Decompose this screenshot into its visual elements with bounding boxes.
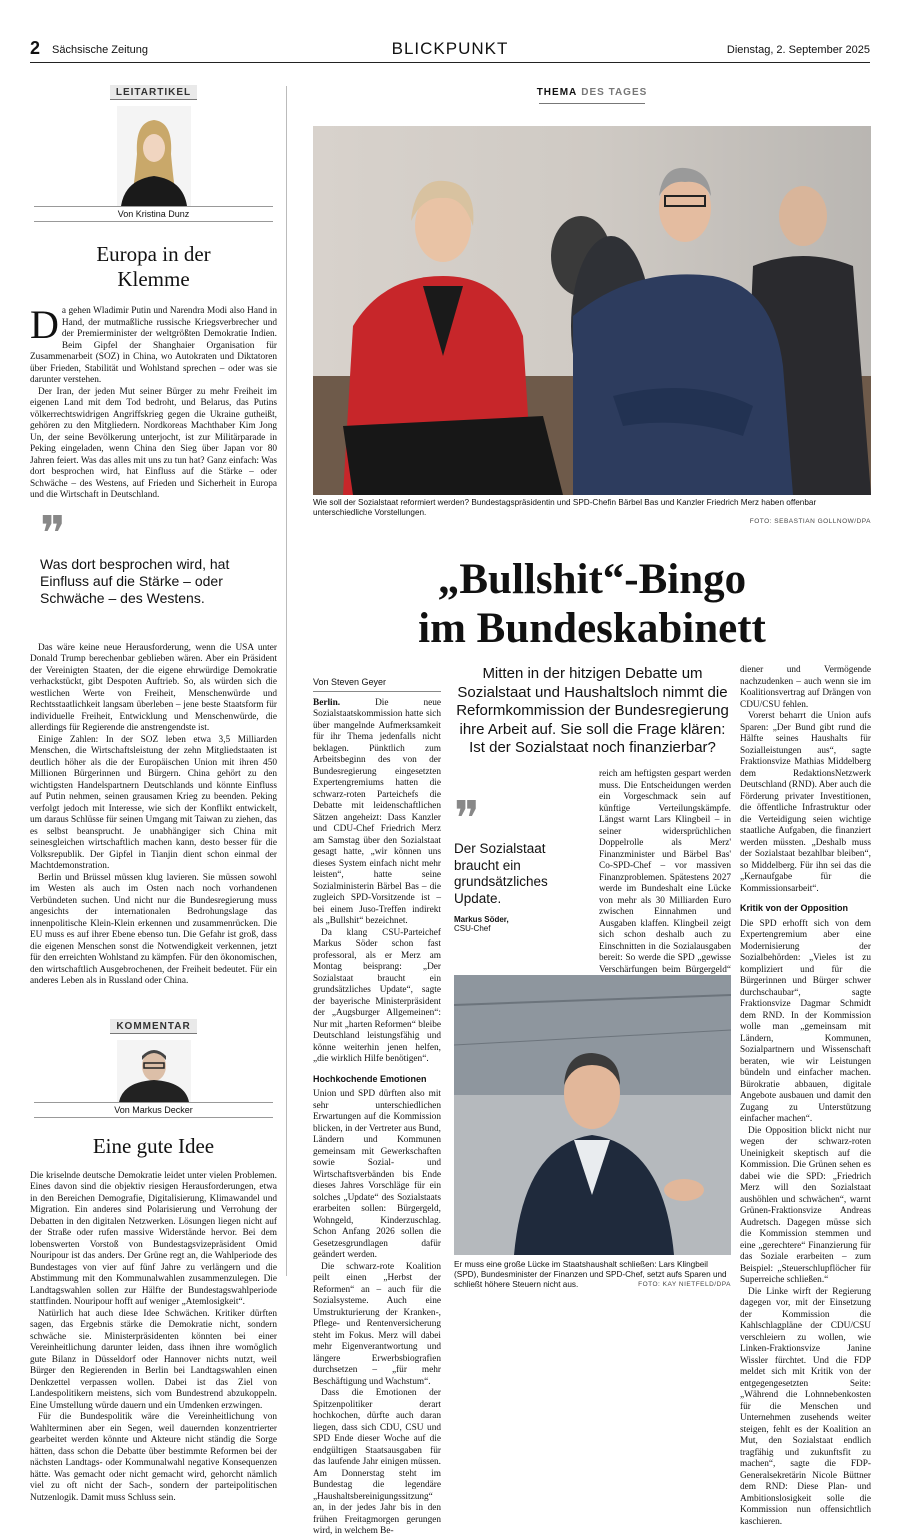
- pullquote-role: CSU-Chef: [454, 924, 491, 933]
- quote-icon: ❞: [40, 507, 66, 561]
- article-pullquote-text: Der Sozialstaat braucht ein grundsätzliches Update.: [454, 841, 548, 906]
- article-grid: [313, 665, 871, 1536]
- photo-klingbeil: [454, 975, 731, 1255]
- byline-rule: [34, 206, 273, 207]
- thema-kicker-b: DES TAGES: [581, 87, 648, 98]
- main-photo-caption: Wie soll der Sozialstaat reformiert werden? Bundestagspräsidentin und SPD-Chefin Bärbel Bas und Kanzler Friedrich Merz haben offenbar unterschiedliche Vorstellungen.: [313, 498, 817, 517]
- main-headline: [313, 555, 871, 653]
- issue-date: Dienstag, 2. September 2025: [726, 44, 870, 56]
- article-pullquote: [454, 793, 592, 933]
- quote-icon: ❞: [454, 793, 480, 846]
- article-pullquote-source: [454, 915, 592, 933]
- header-rule: [30, 62, 870, 63]
- byline-rule-bottom: [34, 221, 273, 222]
- newspaper-name: Sächsische Zeitung: [52, 44, 148, 56]
- article-subhead-2: Kritik von der Opposition: [740, 903, 849, 913]
- article-paragraph: Die SPD erhofft sich von dem Expertengremium aber eine Modernisierung der Sozialbehörden: „Vieles ist zu kompliziert und für die Bürgerinnen und Bürger schwer durchschaubar“, sagte Fraktionsvize Dagmar Schmidt dem RND. In der Kommission wolle man „gemeinsam mit Ländern, Kommunen, Sozialpartnern und Wissenschaft beraten, wie wir Leistungen bündeln und einfacher machen. Bürokratie abbauen, digitale Angebote ausbauen und damit den Zugang zu Unterstützung einfacher machen“.: [740, 918, 871, 1124]
- article-paragraph: Die schwarz-rote Koalition peilt einen „Herbst der Reformen“ an – auch für die Sozialsysteme. Auch eine Umstrukturierung der Kranken-, Pflege- und Rentenversicherung steht im Fokus. Merz will dabei mehr Eigenverantwortung und längere Erwerbsbiografien durchsetzen – „für mehr Beschäftigung und Wachstum“.: [313, 1261, 441, 1387]
- leitartikel-paragraph: Einige Zahlen: In der SOZ leben etwa 3,5 Milliarden Menschen, die Wirtschaftsleistung der zehn Mitgliedstaaten ist deutlich höher als die der Europäischen Union mit ihren 450 Millionen Bürgerinnen und Bürgern. China gehört zu den wichtigsten Handelspartnern Deutschlands und könnte Einfluss auf Putin nehmen, seinen grausamen Krieg zu beenden. Peking verfolgt jedoch mit Interesse, wie sich der Konflikt entwickelt, um daraus Schlüsse für seinen Umgang mit Taiwan zu ziehen, das es selbst beansprucht. Je unabhängiger sich China mit seinesgleichen wirtschaftlich machen kann, desto besser für die Volksrepublik. Der Gipfel in Tianjin dient schon einmal der Machtdemonstration.: [30, 734, 277, 871]
- byline-rule: [34, 1102, 273, 1103]
- leitartikel-kicker: LEITARTIKEL: [110, 85, 197, 100]
- kommentar-author: Von Markus Decker: [114, 1104, 193, 1115]
- article-byline: Von Steven Geyer: [313, 677, 441, 692]
- leitartikel-text: a gehen Wladimir Putin und Narendra Modi also Hand in Hand, der mutmaßliche russische Kriegsverbrecher und der Premierminister der weltgrößten Demokratie Indien. Beim Gipfel der Shanghaier Organisation für Zusammenarbeit (SOZ) in China, wo Autokraten und Diktatoren über Frieden, Stabilität und Wohlstand sprechen – oder was sie darunter verstehen.: [30, 306, 277, 385]
- article-column-1: [313, 677, 441, 1538]
- leitartikel-pullquote: [30, 507, 277, 607]
- author-portrait-decker: [117, 1040, 191, 1102]
- thema-kicker: [313, 82, 871, 104]
- left-column: [30, 64, 277, 1504]
- page-number: 2: [30, 38, 41, 58]
- leitartikel-author: Von Kristina Dunz: [117, 209, 190, 219]
- kommentar-paragraph: Natürlich hat auch diese Idee Schwächen. Kritiker dürften sagen, das Ergebnis stärke die Demokratie nicht, sondern schwäche sie. Ministerpräsidenten könnten bei einer Vereinheitlichung darunter leiden, dass ihnen ihre womöglich gute Bilanz in Düsseldorf oder Hannover nichts nutzt, weil Bürger den Regierenden in Berlin bei Landtagswahlen einen Denkzettel verpassen wollen. Dabei ist das Ziel von Landespolitikern meistens, sich vom Bundestrend abzukoppeln. Eine Umstellung würde dauern und ein Umdenken erzwingen.: [30, 1308, 277, 1411]
- article-paragraph: [313, 698, 441, 928]
- article-paragraph: Vorerst beharrt die Union aufs Sparen: „Der Bund gibt rund die Hälfte seines Haushalts für Sozialleistungen aus“, sagte Fraktionsvize Mathias Middelberg dem RedaktionsNetzwerk Deutschland (RND). Aber auch die Förderung privater Investitionen, die öffentliche Infrastruktur oder die Verteidigung seien wichtige staatliche Aufgaben, die finanziert werden müssten. „Deshalb muss der Sozialstaat bezahlbar bleiben“, so Middelberg. Für ihn sei das die „Kernaufgabe für die Kommissionsarbeit“.: [740, 711, 871, 894]
- page-header: [30, 40, 870, 62]
- kommentar-kicker: KOMMENTAR: [110, 1019, 196, 1034]
- leitartikel-kicker-wrap: [30, 82, 277, 100]
- kommentar-headline: Eine gute Idee: [92, 1133, 215, 1158]
- article-paragraph: Da klang CSU-Parteichef Markus Söder schon fast professoral, als er Merz am Montag beisprang: „Der Sozialstaat braucht ein grundsätzliches Update“, sagte der bayerische Ministerpräsident der „Augsburger Allgemeinen“: Nur mit „harten Reformen“ bleibe Deutschland leistungsfähig und könne weiterhin jenen helfen, „die wirklich Hilfe benötigen“.: [313, 927, 441, 1064]
- main-photo-bas-merz: [313, 126, 871, 495]
- leitartikel-paragraph: Der Iran, der jeden Mut seiner Bürger zu mehr Freiheit im eigenen Land mit dem Tod bedroht, und Belarus, das Putins völkerrechtswidrigen Angriffskrieg gegen die Ukraine gutheißt, gehören zu den Mitgliedern. Nordkoreas Machthaber Kim Jong Un, der seine Bevölkerung unterjocht, ist zur Militärparade in Peking eingeladen, wenn China den Sieg über Japan vor 80 Jahren feiert. Was das alles mit uns zu tun hat? Ganz einfach: Was dort besprochen wird, hat Einfluss auf die Stärke – oder Schwäche – des Westens, auf Frieden und Sicherheit in Europa und die Wirtschaft in Deutschland.: [30, 386, 277, 500]
- article-paragraph: Die Linke wirft der Regierung dagegen vor, mit der Einsetzung der Kommission die Kahlschlagpläne der CDU/CSU verschleiern zu wollen, wie Linken-Fraktionsvize Janine Wissler fürchtet. Und die FDP meldet sich mit Kritik von der entgegengesetzten Seite: „Während die Lohnnebenkosten für die Menschen und Unternehmen zusehends weiter steigen, fehlt es der Koalition an Mut, den Sozialstaat endlich tragfähig und zukunftsfit zu machen“, sagte die FDP-Generalsekretärin Nicole Büttner dem RND: Diese Plan- und Ambitionslosigkeit solle die Kommission nun offensichtlich kaschieren.: [740, 1286, 871, 1527]
- article-text: Die neue Sozialstaatskommission hatte sich über mangelnde Aufmerksamkeit für ihr Thema jedenfalls nicht beklagen. Pünktlich zum Arbeitsbeginn des von der Bundesregierung eingesetzten Expertengremiums hatten die schwarz-roten Parteichefs die Debatte mit leidenschaftlichen Sätzen angeheizt: Dass Kanzler und CDU-Chef Friedrich Merz am Samstag über den Sozialstaat gesagt hatte, „wir können uns dieses System einfach nicht mehr leisten“, hatte seine Sozialministerin Bärbel Bas – die zugleich SPD-Vorsitzende ist – bei einem Juso-Treffen indirekt als „Bullshit“ bezeichnet.: [313, 697, 441, 926]
- article-paragraph: Union und SPD dürften also mit sehr unterschiedlichen Erwartungen auf die Kommission blicken, in der Vertreter aus Bund, Ländern und Kommunen gemeinsam mit Gewerkschaften sowie Sozial- und Wirtschaftsverbänden bis Ende dieses Jahres Vorschläge für ein solches „Update“ des Sozialstaats erarbeiten sollen: Bürgergeld, Wohngeld, Kinderzuschlag. Schon Anfang 2026 sollen die Gesetzesgrundlagen dafür geändert werden.: [313, 1089, 441, 1260]
- leitartikel-headline: Europa in der Klemme: [96, 242, 211, 291]
- thema-kicker-a: THEMA: [536, 87, 578, 98]
- photo2-caption: Er muss eine große Lücke im Staatshaushalt schließen: Lars Klingbeil (SPD), Bundesminister der Finanzen und SPD-Chef, setzt aufs Sparen und schließt höhere Steuern nicht aus.: [454, 1260, 727, 1289]
- main-headline-line1: „Bullshit“-Bingo: [437, 556, 747, 603]
- column-divider: [286, 86, 287, 1276]
- leitartikel-paragraph: Das wäre keine neue Herausforderung, wenn die USA unter Donald Trump berechenbar geblieben wären. Aber ein Präsident der Vereinigten Staaten, der die eigene ehrwürdige Demokratie verhackstückt, gibt Despoten Auftrieb. So, als würden sich die westlichen Werte von Freiheit, Menschenwürde und Rechtsstaatlichkeit langsam überleben – jene beste Staatsform für individuelle Freiheit, Entwicklung und Menschenwürde, die allerdings für Regierende die anstrengendste ist.: [30, 642, 277, 733]
- article-paragraph: reich am heftigsten gespart werden muss. Die Entscheidungen werden ein Vorgeschmack sein auf künftige Verteilungskämpfe. Längst warnt Lars Klingbeil – in seiner widersprüchlichen Doppelrolle als Merz' Finanzminister und Bärbel Bas' Co-SPD-Chef – vor massiven Finanzproblemen. Spätestens 2027 werde im Bundeshalt eine Lücke von mehr als 30 Milliarden Euro zwischen Einnahmen und Ausgaben klaffen. Klingbeil zeigt sich schon deshalb auch zu Einschnitten in die Sozialausgaben bereit: So werde die SPD „gewisse Verschärfungen beim Bürgergeld“: [599, 769, 731, 975]
- pullquote-text: Was dort besprochen wird, hat Einfluss auf die Stärke – oder Schwäche – des Westens.: [40, 555, 230, 606]
- kommentar-paragraph: Für die Bundespolitik wäre die Vereinheitlichung von Wahlterminen aber ein Segen, weil dauernden konzentrierter gearbeitet werden könnte und Akteure nicht ständig die Sorge hätten, dass schon die Debatte über bestimmte Reformen bei der nächsten Landtags- oder Kommunalwahl negative Konsequenzen hätte. Was gemacht oder nicht gemacht wird, gehorcht nämlich viel zu oft nicht der Sach-, sondern der parteipolitischen Nutzenlogik. Damit muss Schluss sein.: [30, 1412, 277, 1503]
- kommentar-body: [30, 1171, 277, 1505]
- article-paragraph: Die Opposition blickt nicht nur wegen der schwarz-roten Uneinigkeit skeptisch auf die Kommission. Die Grünen sehen es dabei wie die SPD: „Friedrich Merz will den Sozialstaat aushöhlen und schwächen“, warnt Grünen-Fraktionsvize Andreas Audretsch. Dagegen müsse sich die Kommission stemmen und eine „gerechtere“ Finanzierung für das Soziale erarbeiten – zum Beispiel: „Steuerschlupflöcher für Superreiche schließen.“: [740, 1125, 871, 1285]
- photo2-credit: FOTO: KAY NIETFELD/DPA: [638, 1281, 731, 1288]
- article-subhead-1: Hochkochende Emotionen: [313, 1073, 427, 1084]
- thema-rule: [539, 103, 645, 104]
- dropcap: D: [30, 302, 59, 347]
- byline-rule-bottom: [34, 1117, 273, 1118]
- article-paragraph: diener und Vermögende nachzudenken – auch wenn sie im Koalitionsvertrag auf Drängen von CDU/CSU fehlen.: [740, 665, 871, 710]
- pullquote-name: Markus Söder,: [454, 915, 509, 924]
- main-photo-credit: FOTO: SEBASTIAN GOLLNOW/DPA: [749, 518, 871, 525]
- article-paragraph: Dass die Emotionen der Spitzenpolitiker derart hochkochen, dürfte auch daran liegen, dass sich CDU, CSU und SPD Ende dieser Woche auf die endgültigen Staatsausgaben für das laufende Jahr einigen müssen. Am Donnerstag steht im Bundestag die legendäre „Haushaltsbereinigungssitzung“ an, in der jedes Jahr bis in den frühen Freitagmorgen gerungen wird, in welchem Be-: [313, 1388, 441, 1536]
- kommentar-kicker-wrap: [30, 1016, 277, 1034]
- main-headline-line2: im Bundeskabinett: [418, 605, 766, 652]
- article-dek: Mitten in der hitzigen Debatte um Sozialstaat und Haushaltsloch nimmt die Reformkommission der Bundesregierung ihre Arbeit auf. Sie soll die Frage klären: Ist der Sozialstaat noch finanzierbar?: [456, 665, 729, 756]
- dateline: Berlin.: [313, 697, 341, 708]
- leitartikel-paragraph: [30, 302, 277, 387]
- leitartikel-paragraph: Berlin und Brüssel müssen klug lavieren. Sie müssen sowohl im Westen als auch im Osten nach noch vorhandenen Verbündeten suchen. Und nicht nur die Bundesregierung muss angesichts der internationalen Bedrohungslage das innenpolitische Klein-Klein erkennen und zusammenrücken. Die EU muss es auf ihrer Ebene ebenso tun. Die Gefahr ist groß, dass die eigenen Menschen sonst die Notwendigkeit verkennen, jetzt für den erreichten Wohlstand zu kämpfen. Für den ökonomischen, den wirtschaftlich Ausgebrochenen, der Freiheit bedeutet. Für ein anderes Leben als in Russland oder China.: [30, 872, 277, 986]
- leitartikel-body: [30, 302, 277, 502]
- article-column-4: [740, 665, 871, 1528]
- thema-des-tages: [313, 64, 871, 1536]
- author-portrait-dunz: [117, 106, 191, 206]
- photo2-caption-wrap: [454, 1257, 731, 1288]
- leitartikel-body-2: [30, 643, 277, 988]
- section-title: BLICKPUNKT: [391, 39, 509, 58]
- kommentar-paragraph: Die kriselnde deutsche Demokratie leidet unter vielen Problemen. Eines davon sind die objektiv riesigen Herausforderungen, etwa in den Bereichen Demografie, Digitalisierung, Klimawandel und Migration. Ein anderes sind Polarisierung und Verrohung der Debatten in den digitalen Netzwerken. Lösungen liegen nicht auf der Straße oder rufen massive Widerstände hervor. Bei dem lobenswerten Vorstoß von Bundestagsvizepräsident Omid Nouripour ist das anders. Der Grüne regt an, die Wahlperiode des Bundestages von vier auf fünf Jahre zu verlängern und die Abstimmung mit den Kommunalwahlen zusammenzulegen. Die Landtagswahlen sollen zur Hälfte der Bundestagswahlperiode stattfinden. Nouripour hofft auf weniger „Atemlosigkeit“.: [30, 1170, 277, 1307]
